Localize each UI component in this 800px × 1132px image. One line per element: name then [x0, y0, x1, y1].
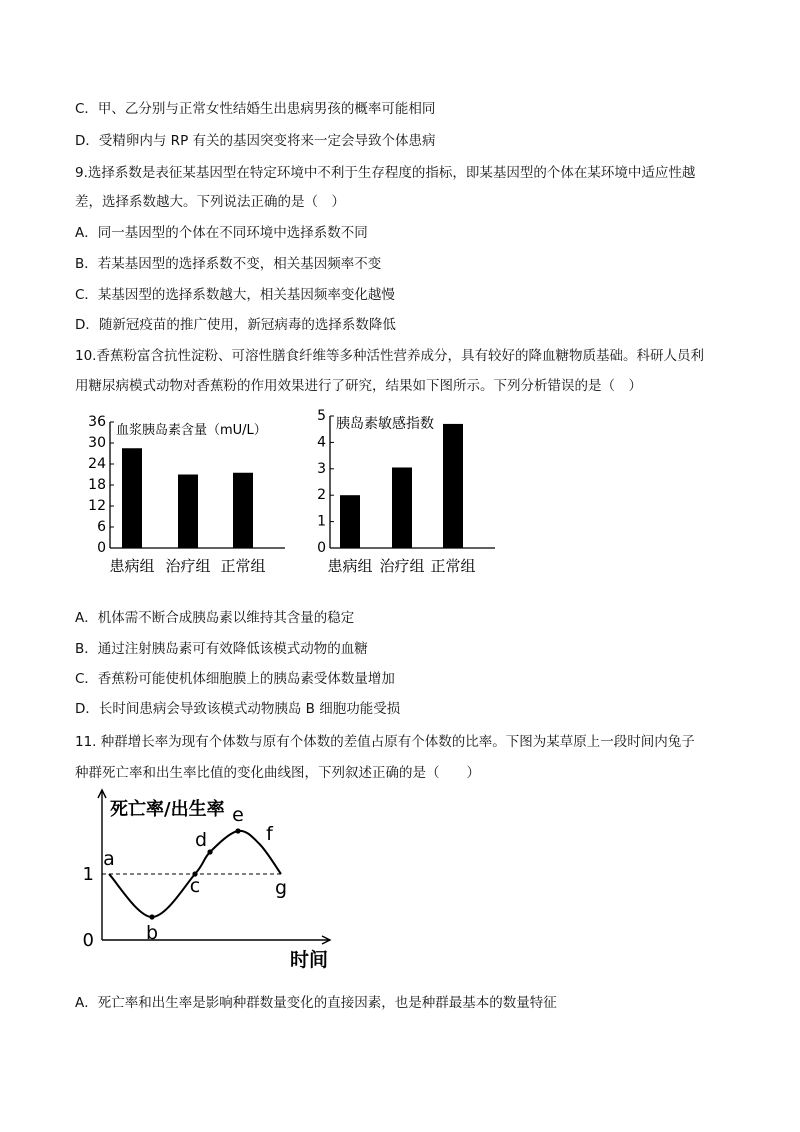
- y-tick-label: 0: [317, 540, 326, 556]
- point-label-g: g: [274, 877, 288, 899]
- question-9-stem-line2: 差，选择系数越大。下列说法正确的是（ ）: [75, 194, 345, 210]
- point-label-c: c: [189, 875, 201, 897]
- option-c-q8: C．甲、乙分别与正常女性结婚生出患病男孩的概率可能相同: [75, 101, 436, 117]
- x-category-label: 患病组: [327, 557, 373, 575]
- y-tick-label: 2: [317, 487, 326, 504]
- y-tick-label: 4: [317, 434, 326, 451]
- bar-正常组: [233, 473, 253, 548]
- chart-title: 胰岛素敏感指数: [336, 416, 434, 432]
- x-category-label: 患病组: [109, 557, 155, 575]
- bar-治疗组: [392, 467, 412, 548]
- option-d-q8: D．受精卵内与 RP 有关的基因突变将来一定会导致个体患病: [75, 133, 436, 149]
- point-label-b: b: [145, 922, 159, 944]
- x-category-label: 治疗组: [379, 557, 425, 575]
- bar-正常组: [443, 424, 463, 548]
- point-b: [149, 914, 154, 919]
- question-9-stem-line1: 9.选择系数是表征某基因型在特定环境中不利于生存程度的指标，即某基因型的个体在某环境中适应性越: [75, 165, 696, 181]
- option-a-q10: A．机体需不断合成胰岛素以维持其含量的稳定: [75, 610, 355, 626]
- y-tick-label: 3: [317, 460, 326, 477]
- x-axis-title: 时间: [290, 949, 329, 971]
- y-tick-label: 18: [88, 477, 106, 493]
- y-tick-label: 6: [97, 519, 106, 535]
- option-a-q9: A．同一基因型的个体在不同环境中选择系数不同: [75, 225, 368, 241]
- point-label-e: e: [232, 804, 244, 826]
- insulin-sensitivity-bar-chart: [300, 408, 500, 580]
- question-10-stem-line1: 10.香蕉粉富含抗性淀粉、可溶性膳食纤维等多种活性营养成分，具有较好的降血糖物质基础。科研人员利: [75, 348, 704, 364]
- option-b-q10: B．通过注射胰岛素可有效降低该模式动物的血糖: [75, 641, 368, 657]
- death-birth-ratio-curve: [75, 785, 329, 975]
- x-category-label: 正常组: [430, 557, 476, 575]
- y-tick-label: 0: [82, 930, 94, 951]
- option-a-q11: A．死亡率和出生率是影响种群数量变化的直接因素，也是种群最基本的数量特征: [75, 995, 557, 1011]
- y-tick-label: 12: [88, 498, 106, 514]
- y-tick-label: 1: [82, 864, 94, 885]
- bar-患病组: [122, 448, 142, 548]
- y-tick-label: 5: [317, 408, 326, 424]
- question-11-stem-line1: 11. 种群增长率为现有个体数与原有个体数的差值占原有个体数的比率。下图为某草原上一段时间内兔子: [75, 734, 695, 750]
- bar-患病组: [340, 495, 360, 548]
- option-d-q9: D．随新冠疫苗的推广使用，新冠病毒的选择系数降低: [75, 317, 396, 333]
- y-tick-label: 1: [317, 513, 326, 530]
- point-d: [207, 849, 212, 854]
- point-e: [235, 828, 240, 833]
- chart-title: 血浆胰岛素含量（mU/L）: [116, 423, 267, 438]
- question-10-stem-line2: 用糖尿病模式动物对香蕉粉的作用效果进行了研究，结果如下图所示。下列分析错误的是（ ）: [75, 378, 642, 394]
- y-axis-title: 死亡率/出生率: [110, 799, 225, 820]
- bar-治疗组: [178, 475, 198, 549]
- y-tick-label: 24: [88, 456, 106, 472]
- point-label-a: a: [103, 848, 115, 870]
- y-tick-label: 0: [97, 540, 106, 556]
- y-tick-label: 30: [88, 435, 106, 451]
- point-label-d: d: [195, 829, 208, 851]
- question-11-stem-line2: 种群死亡率和出生率比值的变化曲线图，下列叙述正确的是（ ）: [75, 765, 480, 781]
- point-label-f: f: [266, 823, 273, 845]
- option-b-q9: B．若某基因型的选择系数不变，相关基因频率不变: [75, 256, 382, 272]
- x-category-label: 治疗组: [165, 557, 211, 575]
- option-c-q10: C．香蕉粉可能使机体细胞膜上的胰岛素受体数量增加: [75, 671, 395, 687]
- option-d-q10: D．长时间患病会导致该模式动物胰岛 B 细胞功能受损: [75, 701, 401, 717]
- x-category-label: 正常组: [220, 557, 266, 575]
- insulin-content-bar-chart: [80, 408, 290, 580]
- y-tick-label: 36: [88, 414, 106, 430]
- option-c-q9: C．某基因型的选择系数越大，相关基因频率变化越慢: [75, 287, 395, 303]
